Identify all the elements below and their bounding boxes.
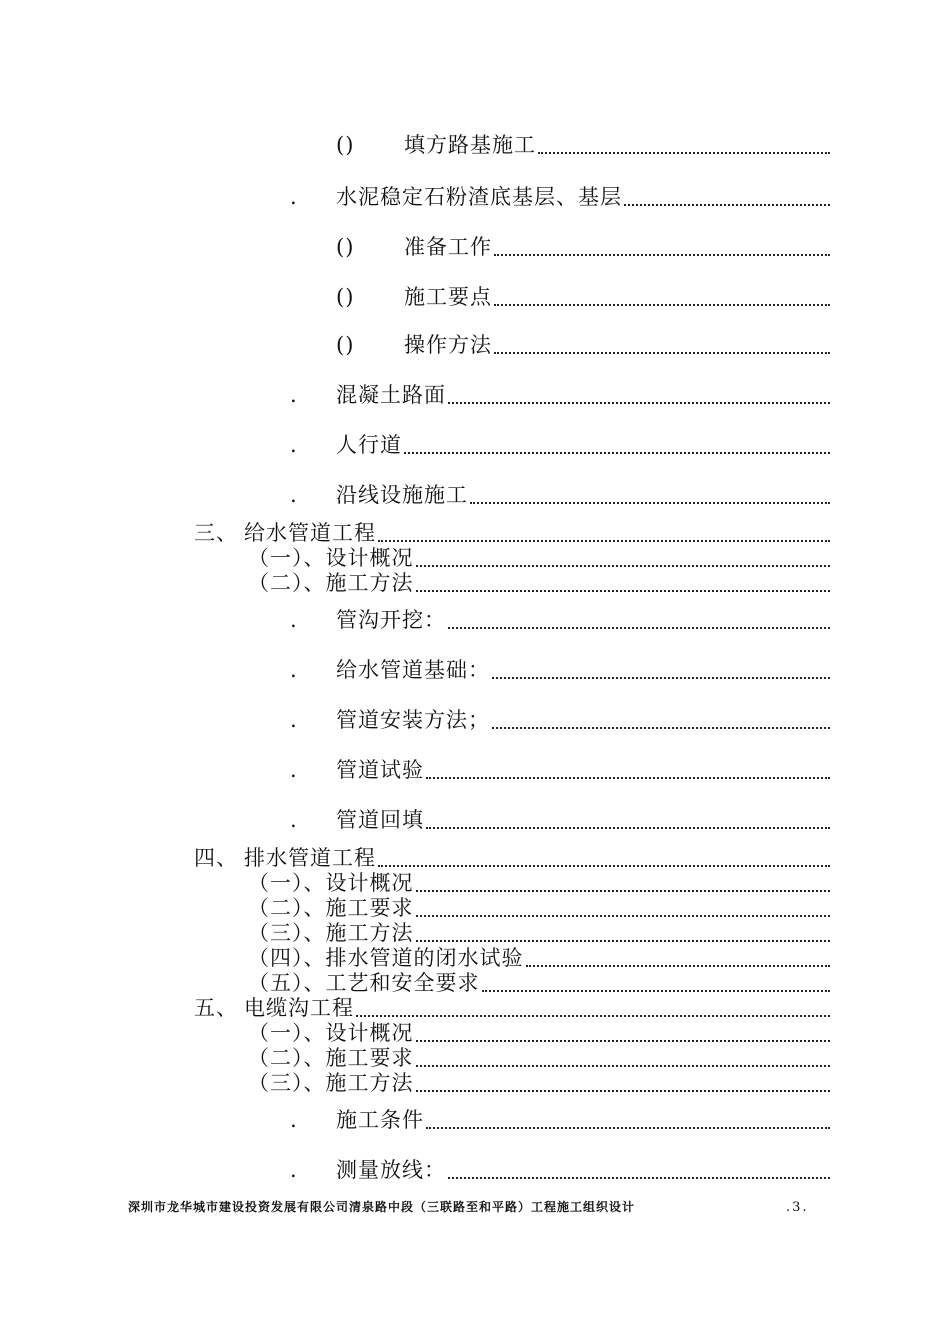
toc-entry-title: 人行道 [336,433,402,457]
toc-entry[interactable] [290,182,830,210]
toc-entry-title: （一）、设计概况 [248,871,414,895]
toc-entry-title: 施工要点 [404,285,492,309]
toc-entry-number: . [290,658,298,682]
toc-entry[interactable] [248,543,830,571]
dot-leader [482,968,831,992]
toc-entry[interactable] [248,868,830,896]
toc-entry[interactable] [336,232,830,260]
toc-entry-title: 测量放线： [336,1158,446,1182]
toc-entry[interactable] [248,1018,830,1046]
dot-leader [404,430,830,454]
toc-entry-title: 排水管道工程 [244,846,376,870]
dot-leader [426,805,830,829]
toc-entry-number: 五、 [194,996,238,1020]
toc-entry[interactable] [290,655,830,683]
toc-entry-title: （一）、设计概况 [248,1021,414,1045]
dot-leader [624,182,830,206]
toc-entry-number: . [290,758,298,782]
toc-entry-title: 管道试验 [336,758,424,782]
toc-entry[interactable] [336,330,830,358]
toc-entry-number: 三、 [194,521,238,545]
dot-leader [448,380,830,404]
toc-entry-number: . [290,1108,298,1132]
toc-entry-number: . [290,808,298,832]
toc-entry-number: . [290,708,298,732]
toc-entry[interactable] [248,568,830,596]
toc-entry-number: () [336,235,355,259]
toc-entry[interactable] [248,893,830,921]
dot-leader [356,993,830,1017]
dot-leader [416,918,831,942]
page-number: .3. [786,1200,809,1215]
toc-entry[interactable] [248,943,830,971]
toc-entry-number: . [290,185,298,209]
dot-leader [416,543,831,567]
toc-entry-number: . [290,433,298,457]
dot-leader [448,605,830,629]
toc-entry-title: 给水管道基础： [336,658,490,682]
dot-leader [416,893,831,917]
dot-leader [494,330,830,354]
dot-leader [526,943,831,967]
toc-entry-number: . [290,383,298,407]
toc-entry[interactable] [290,705,830,733]
toc-entry[interactable] [248,1043,830,1071]
toc-entry-title: （五）、工艺和安全要求 [248,971,480,995]
toc-entry[interactable] [290,755,830,783]
toc-entry[interactable] [194,993,830,1021]
dot-leader [378,843,830,867]
toc-entry[interactable] [248,968,830,996]
page-footer: 深圳市龙华城市建设投资发展有限公司清泉路中段（三联路至和平路）工程施工组织设计 [128,1200,636,1214]
toc-entry-title: 管道安装方法； [336,708,490,732]
toc-entry-title: 给水管道工程 [244,521,376,545]
toc-entry-title: （三）、施工方法 [248,921,414,945]
toc-entry-title: 混凝土路面 [336,383,446,407]
toc-entry-title: 管沟开挖： [336,608,446,632]
toc-entry-title: （四）、排水管道的闭水试验 [248,946,524,970]
dot-leader [416,868,831,892]
toc-entry[interactable] [336,282,830,310]
toc-entry[interactable] [290,430,830,458]
toc-entry-title: 填方路基施工 [404,133,536,157]
toc-entry-number: . [290,1158,298,1182]
toc-entry[interactable] [290,1105,830,1133]
dot-leader [492,655,830,679]
dot-leader [426,755,830,779]
dot-leader [416,1068,831,1092]
toc-entry[interactable] [194,518,830,546]
toc-entry[interactable] [290,805,830,833]
toc-entry-number: () [336,133,355,157]
toc-entry[interactable] [248,918,830,946]
toc-entry-number: . [290,608,298,632]
toc-entry-title: （一）、设计概况 [248,546,414,570]
toc-entry-title: （二）、施工要求 [248,1046,414,1070]
toc-entry-number: () [336,333,355,357]
toc-entry-title: 操作方法 [404,333,492,357]
dot-leader [448,1155,830,1179]
toc-entry[interactable] [290,605,830,633]
toc-entry-title: 电缆沟工程 [244,996,354,1020]
toc-entry[interactable] [290,1155,830,1183]
toc-entry[interactable] [290,380,830,408]
toc-entry[interactable] [290,480,830,508]
toc-entry-title: （二）、施工要求 [248,896,414,920]
dot-leader [416,568,831,592]
toc-entry-title: 管道回填 [336,808,424,832]
toc-entry-title: （三）、施工方法 [248,1071,414,1095]
dot-leader [416,1018,831,1042]
dot-leader [470,480,830,504]
dot-leader [494,232,830,256]
toc-entry-number: 四、 [194,846,238,870]
toc-entry[interactable] [336,130,830,158]
dot-leader [426,1105,830,1129]
dot-leader [378,518,830,542]
toc-entry-title: 准备工作 [404,235,492,259]
dot-leader [416,1043,831,1067]
toc-entry-number: () [336,285,355,309]
toc-entry[interactable] [248,1068,830,1096]
toc-entry-title: （二）、施工方法 [248,571,414,595]
toc-entry-title: 水泥稳定石粉渣底基层、基层 [336,185,622,209]
dot-leader [492,705,830,729]
toc-entry-title: 沿线设施施工 [336,483,468,507]
toc-entry-number: . [290,483,298,507]
toc-entry[interactable] [194,843,830,871]
dot-leader [538,130,830,154]
toc-entry-title: 施工条件 [336,1108,424,1132]
dot-leader [494,282,830,306]
